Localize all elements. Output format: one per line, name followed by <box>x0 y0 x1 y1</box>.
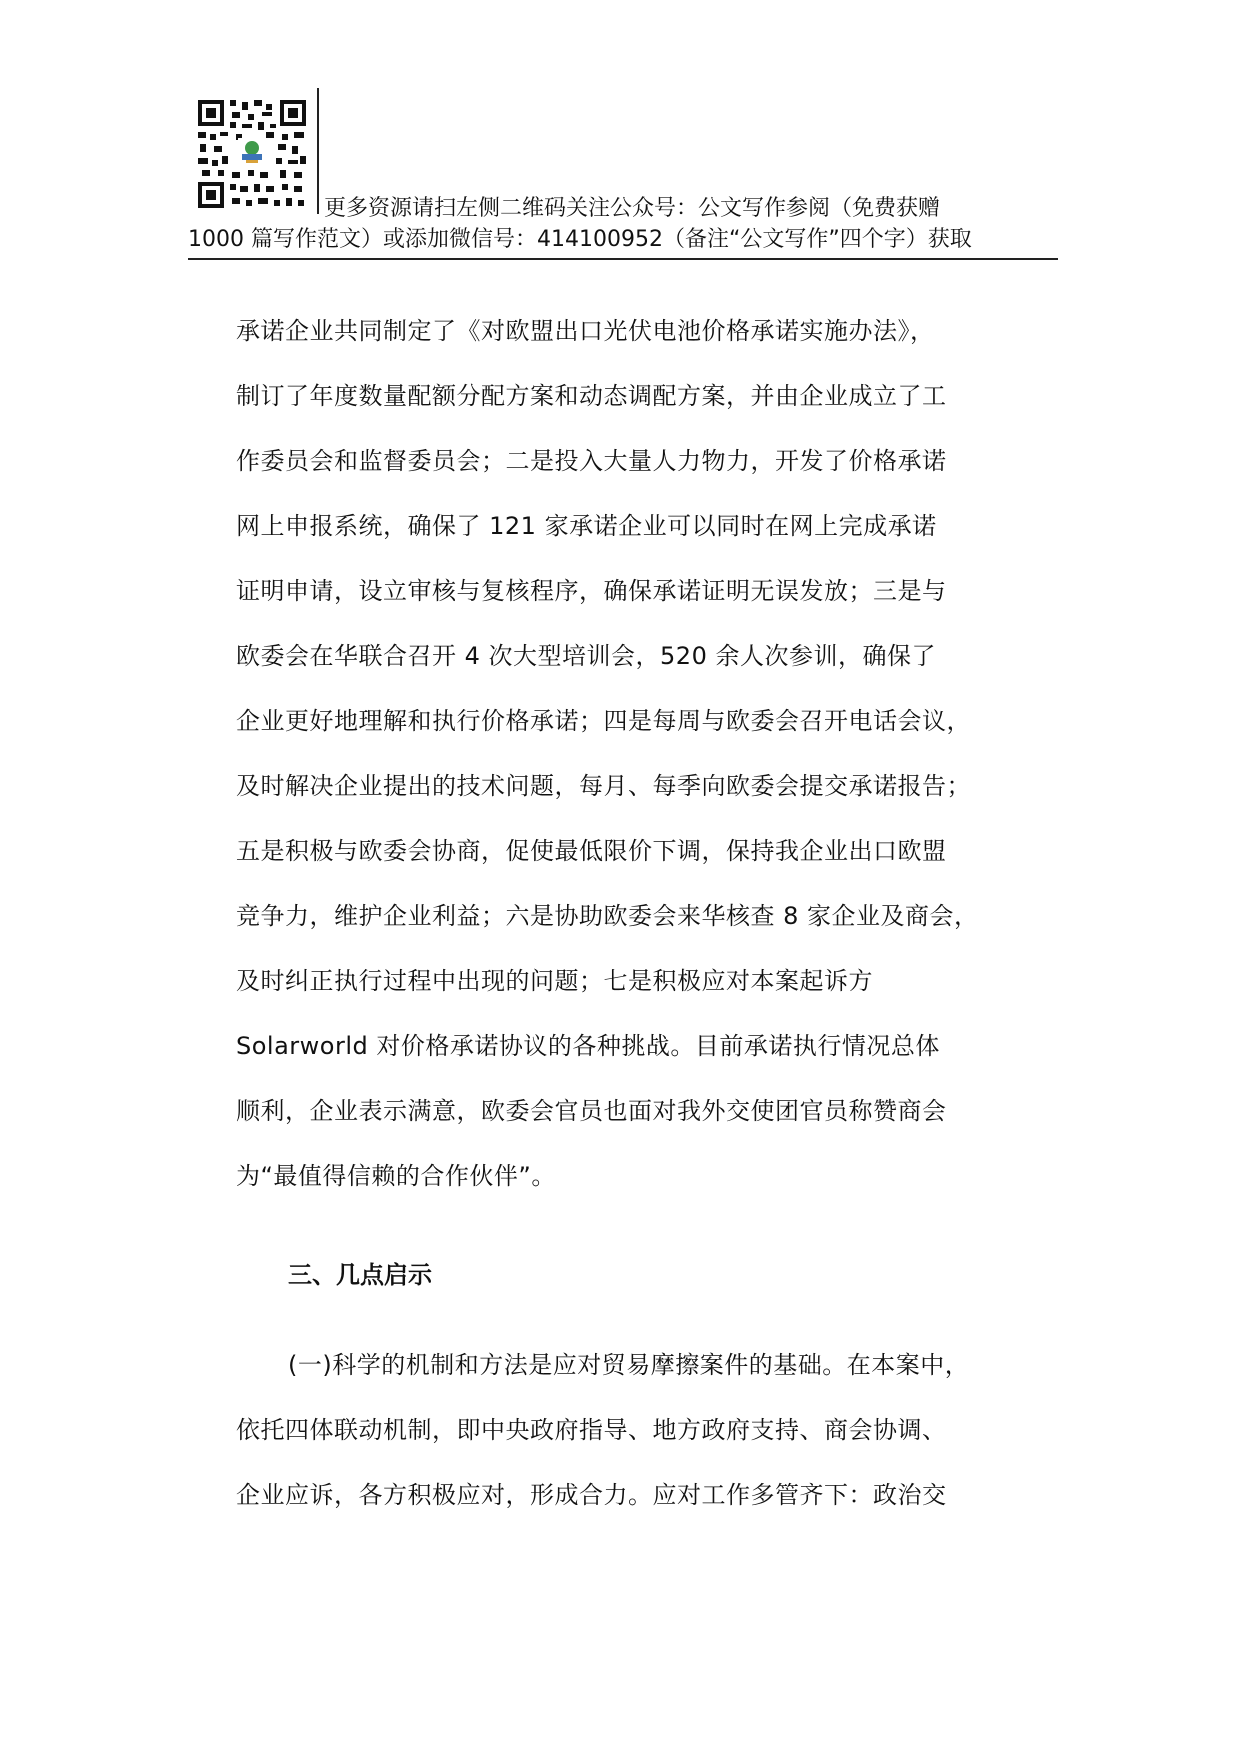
text-line: 为“最值得信赖的合作伙伴”。 <box>236 1162 556 1190</box>
section-heading: 三、几点启示 <box>288 1261 432 1289</box>
text-line: Solarworld 对价格承诺协议的各种挑战。目前承诺执行情况总体 <box>236 1032 940 1060</box>
text-line: 制订了年度数量配额分配方案和动态调配方案，并由企业成立了工 <box>236 382 947 410</box>
text-line: 顺利，企业表示满意，欧委会官员也面对我外交使团官员称赞商会 <box>236 1097 947 1125</box>
text-line: 五是积极与欧委会协商，促使最低限价下调，保持我企业出口欧盟 <box>236 837 947 865</box>
text-line: 企业应诉，各方积极应对，形成合力。应对工作多管齐下：政治交 <box>236 1481 947 1509</box>
text-line: 依托四体联动机制，即中央政府指导、地方政府支持、商会协调、 <box>236 1416 947 1444</box>
text-line: 竞争力，维护企业利益；六是协助欧委会来华核查 8 家企业及商会， <box>236 902 979 930</box>
header-divider <box>317 88 319 214</box>
qr-code-icon <box>196 98 308 210</box>
text-line: (一)科学的机制和方法是应对贸易摩擦案件的基础。在本案中， <box>288 1351 970 1379</box>
text-line: 承诺企业共同制定了《对欧盟出口光伏电池价格承诺实施办法》， <box>236 317 935 345</box>
text-line: 及时解决企业提出的技术问题，每月、每季向欧委会提交承诺报告； <box>236 772 971 800</box>
text-line: 证明申请，设立审核与复核程序，确保承诺证明无误发放；三是与 <box>236 577 947 605</box>
header-line-1: 更多资源请扫左侧二维码关注公众号：公文写作参阅（免费获赠 <box>324 196 941 221</box>
body-paragraph <box>236 314 1036 1224</box>
text-line: 作委员会和监督委员会；二是投入大量人力物力，开发了价格承诺 <box>236 447 947 475</box>
section-paragraph <box>236 1348 1036 1543</box>
page-header <box>188 88 1058 260</box>
text-line: 企业更好地理解和执行价格承诺；四是每周与欧委会召开电话会议， <box>236 707 971 735</box>
text-line: 及时纠正执行过程中出现的问题；七是积极应对本案起诉方 <box>236 967 873 995</box>
header-rule <box>188 258 1058 260</box>
text-line: 欧委会在华联合召开 4 次大型培训会，520 余人次参训，确保了 <box>236 642 936 670</box>
text-line: 网上申报系统，确保了 121 家承诺企业可以同时在网上完成承诺 <box>236 512 937 540</box>
header-line-2: 1000 篇写作范文）或添加微信号：414100952（备注“公文写作”四个字）获取 <box>188 227 972 252</box>
